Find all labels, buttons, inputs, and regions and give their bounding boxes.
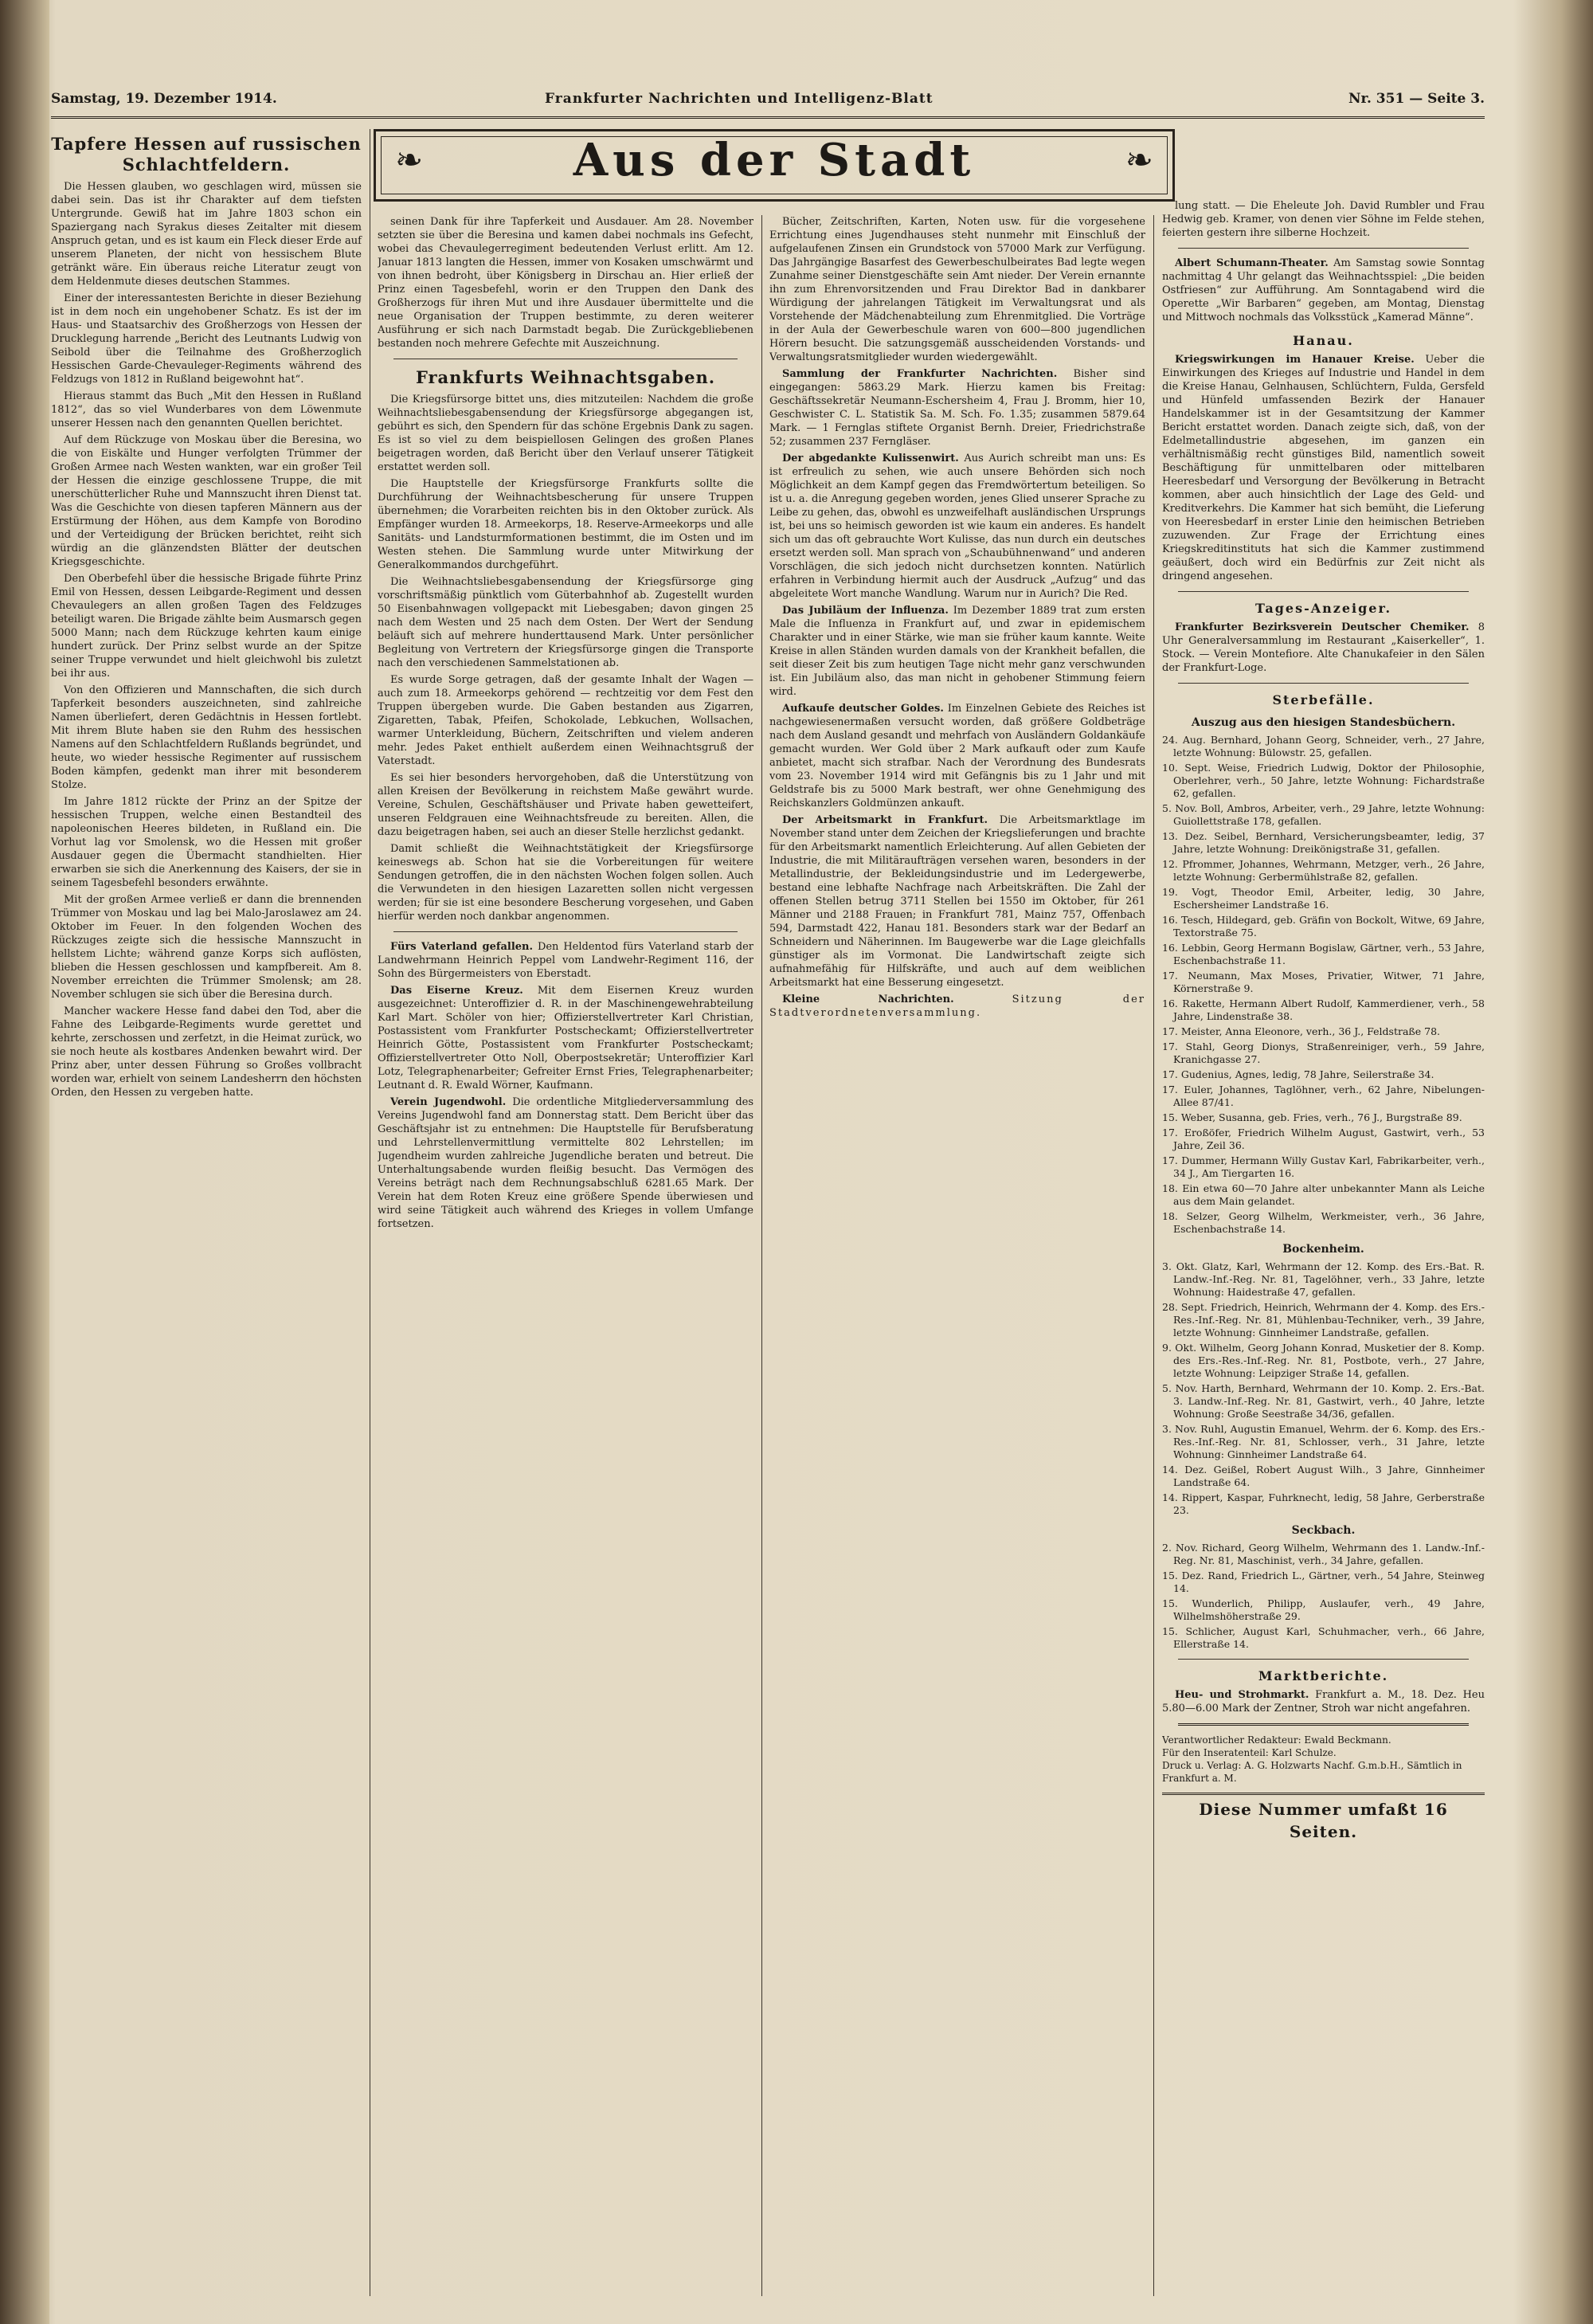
notice-lead: Der Arbeitsmarkt in Frankfurt. (782, 814, 988, 826)
divider (393, 931, 738, 932)
article-paragraph: Damit schließt die Weihnachtstätigkeit der Kriegsfürsorge keineswegs ab. Schon hat sie die Vorbereitungen für weitere Sendungen getroffen, die in den nächsten Wochen folgen sollen. Auch die Verwundeten in den hiesigen Lazaretten sollen nicht vergessen werden; für sie ist eine besondere Bescherung vorgesehen, und Gaben hierfür werden noch dankbar angenommen. (378, 843, 753, 923)
list-item: 16. Tesch, Hildegard, geb. Gräfin von Bockolt, Witwe, 69 Jahre, Textorstraße 75. (1162, 914, 1485, 939)
list-item: 5. Nov. Harth, Bernhard, Wehrmann der 10. Komp. 2. Ers.-Bat. 3. Landw.-Inf.-Reg. Nr. 81, Gastwirt, verh., 40 Jahre, letzte Wohnung: Große Seestraße 34/36, gefallen. (1162, 1382, 1485, 1420)
page-count-note: Diese Nummer umfaßt 16 Seiten. (1162, 1793, 1485, 1843)
list-item: 24. Aug. Bernhard, Johann Georg, Schneider, verh., 27 Jahre, letzte Wohnung: Bülowstr. 25, gefallen. (1162, 734, 1485, 758)
newspaper-page (51, 88, 1485, 2302)
imprint (1162, 1734, 1485, 1785)
notice-paragraph (769, 702, 1145, 810)
imprint-line: Für den Inseratenteil: Karl Schulze. (1162, 1747, 1337, 1758)
notice-text: Sitzung der Stadtverordnetenversammlung. (769, 993, 1145, 1019)
notice-paragraph (378, 1095, 753, 1231)
notice-lead: Sammlung der Frankfurter Nachrichten. (782, 368, 1058, 380)
imprint-line: Verantwortlicher Redakteur: Ewald Beckmann. (1162, 1734, 1391, 1746)
imprint-line: Druck u. Verlag: A. G. Holzwarts Nachf. G.m.b.H., Sämtlich in Frankfurt a. M. (1162, 1760, 1462, 1784)
article-paragraph: Hieraus stammt das Buch „Mit den Hessen in Rußland 1812“, das so viel Wunderbares von dem Löwenmute unserer Hessen nach den genannten Quellen berichtet. (51, 390, 362, 429)
divider (1178, 1723, 1469, 1726)
list-item: 14. Rippert, Kaspar, Fuhrknecht, ledig, 58 Jahre, Gerberstraße 23. (1162, 1491, 1485, 1516)
notice-text: Frankfurt a. M., 18. Dez. Heu 5.80—6.00 Mark der Zentner, Stroh war nicht angefahren. (1162, 1689, 1485, 1715)
issue-number: Nr. 351 — Seite 3. (1348, 91, 1485, 107)
notice-text: Ueber die Einwirkungen des Krieges auf Industrie und Handel in dem die Kreise Hanau, Gelnhausen, Schlüchtern, Fulda, Gersfeld und Hünfeld umfassenden Bezirk der Hanauer Handelskammer ist in der Gesamtsitzung der Kammer Bericht erstattet worden. Danach zeigte sich, daß, von der Edelmetallindustrie abgesehen, im ganzen ein verhältnismäßig recht günstiges Bild, namentlich soweit Beschäftigung für unmittelbaren oder mittelbaren Heeresbedarf und Versorgung der Bevölkerung in Betracht kommen, aber auch hinsichtlich der Lage des Geld- und Kreditverkehrs. Die Kammer hat sich bemüht, die Lieferung von Heeresbedarf in erster Linie den heimischen Betrieben zuzuwenden. Zur Frage der Errichtung eines Kriegskreditinstituts hat sich die Kammer zustimmend geäußert, doch wird ein Bedürfnis zur Zeit nicht als dringend angesehen. (1162, 354, 1485, 582)
notice-text: Im Dezember 1889 trat zum ersten Male die Influenza in Frankfurt auf, und zwar in epidemischem Charakter und in einer Stärke, wie man sie früher kaum kannte. Weite Kreise in allen Ständen wurden damals von der Krankheit befallen, die seit dieser Zeit bis zum heutigen Tage nicht mehr ganz verschwunden ist. Ein Jubiläum also, das man nicht in gehobener Stimmung feiern wird. (769, 605, 1145, 698)
article-paragraph: Mit der großen Armee verließ er dann die brennenden Trümmer von Moskau und lag bei Malo-Jaroslawez am 24. Oktober im Feuer. In den folgenden Wochen des Rückzuges zeigte sich die hessische Mannszucht in hellstem Lichte; während ganze Korps sich auflösten, blieben die Hessen geschlossen und kampfbereit. Am 8. November erreichten die Trümmer Smolensk; am 28. November schlugen sie sich über die Beresina durch. (51, 894, 362, 1001)
article-paragraph: Einer der interessantesten Berichte in dieser Beziehung ist in dem noch ein ungehobener Schatz. Es ist der im Haus- und Staatsarchiv des Großherzogs von Hessen der Drucklegung harrende „Bericht des Leutnants Ludwig von Seibold über die Teilnahme des Großherzoglich Hessischen Garde-Chevauleger-Regiments während des Feldzugs von 1812 in Rußland beigewohnt hat“. (51, 292, 362, 386)
list-item: 9. Okt. Wilhelm, Georg Johann Konrad, Musketier der 8. Komp. des Ers.-Res.-Inf.-Reg. Nr. 81, Postbote, verh., 27 Jahre, letzte Wohnung: Leipziger Straße 14, gefallen. (1162, 1342, 1485, 1379)
notice-paragraph (1162, 1688, 1485, 1715)
notice-lead: Aufkaufe deutscher Goldes. (782, 703, 944, 715)
list-item: 17. Euler, Johannes, Taglöhner, verh., 62 Jahre, Nibelungen-Allee 87/41. (1162, 1084, 1485, 1108)
divider (1178, 1659, 1469, 1660)
article-paragraph: lung statt. — Die Eheleute Joh. David Rumbler und Frau Hedwig geb. Kramer, von denen vier Söhne im Felde stehen, feierten gestern ihre silberne Hochzeit. (1162, 200, 1485, 239)
notice-text: Die Arbeitsmarktlage im November stand unter dem Zeichen der Kriegslieferungen und brachte für den Arbeitsmarkt namentlich Erleichterung. Auf allen Gebieten der Industrie, die mit Militäraufträgen versehen waren, besonders in der Metallindustrie, der Bekleidungsindustrie und im Ledergewerbe, bestand eine lebhafte Nachfrage nach Arbeitskräften. Die Zahl der offenen Stellen betrug 3711 Stellen bei 1550 im Oktober, für 261 Männer und 2188 Frauen; in Frankfurt 781, Mainz 757, Offenbach 594, Darmstadt 422, Hanau 181. Besonders stark war der Bedarf an Schneidern und Näherinnen. Im Baugewerbe war die Lage gleichfalls günstiger als im Vormonat. Die Landwirtschaft zeigte sich aufnahmefähig für Hilfskräfte, und auch auf dem weiblichen Arbeitsmarkt hat eine Besserung eingesetzt. (769, 814, 1146, 989)
notice-text: Im Einzelnen Gebiete des Reiches ist nachgewiesenermaßen versucht worden, daß größere Goldbeträge nach dem Ausland gesandt und mehrfach von Ausländern Goldankäufe gemacht wurden. Wer Gold über 2 Mark aufkauft oder zum Kaufe anbietet, macht sich strafbar. Nach der Verordnung des Bundesrats vom 23. November 1914 wird mit Gefängnis bis zu 1 Jahr und mit Geldstrafe bis zu 5000 Mark bestraft, wer ohne Genehmigung des Reichskanzlers Goldmünzen ankauft. (769, 703, 1145, 809)
newspaper-name: Frankfurter Nachrichten und Intelligenz-Blatt (545, 91, 933, 107)
divider (1178, 683, 1469, 684)
notice-paragraph (769, 367, 1145, 449)
list-item: 19. Vogt, Theodor Emil, Arbeiter, ledig, 30 Jahre, Eschersheimer Landstraße 16. (1162, 886, 1485, 911)
notice-paragraph (378, 940, 753, 981)
notice-lead: Frankfurter Bezirksverein Deutscher Chemiker. (1175, 621, 1470, 633)
subheading-bockenheim: Bockenheim. (1282, 1243, 1364, 1256)
list-item: 17. Dummer, Hermann Willy Gustav Karl, Fabrikarbeiter, verh., 34 J., Am Tiergarten 16. (1162, 1154, 1485, 1179)
notice-lead: Heu- und Strohmarkt. (1175, 1689, 1309, 1701)
list-item: 16. Lebbin, Georg Hermann Bogislaw, Gärtner, verh., 53 Jahre, Eschenbachstraße 11. (1162, 942, 1485, 966)
list-item: 16. Rakette, Hermann Albert Rudolf, Kammerdiener, verh., 58 Jahre, Lindenstraße 38. (1162, 997, 1485, 1022)
list-item: 3. Nov. Ruhl, Augustin Emanuel, Wehrm. der 6. Komp. des Ers.-Res.-Inf.-Reg. Nr. 81, Schlosser, verh., 31 Jahre, letzte Wohnung: Ginnheimer Landstraße 64. (1162, 1423, 1485, 1460)
column-3 (769, 215, 1154, 2296)
list-item: 2. Nov. Richard, Georg Wilhelm, Wehrmann des 1. Landw.-Inf.-Reg. Nr. 81, Maschinist, verh., 34 Jahre, gefallen. (1162, 1542, 1485, 1566)
notice-lead: Verein Jugendwohl. (390, 1096, 507, 1108)
list-item: 17. Stahl, Georg Dionys, Straßenreiniger, verh., 59 Jahre, Kranichgasse 27. (1162, 1041, 1485, 1065)
article-paragraph: Bücher, Zeitschriften, Karten, Noten usw. für die vorgesehene Errichtung eines Jugendhauses steht nunmehr mit Einschluß der aufgelaufenen Zinsen ein Grundstock von 57000 Mark zur Verfügung. Das Jahrgängige Basarfest des Gewerbeschulbeirates Bad legte wegen Zunahme seiner Dienstgeschäfte sein Amt nieder. Der Verein ernannte ihn zum Ehrenvorsitzenden und Frau Direktor Bad in dankbarer Würdigung der jahrelangen Tätigkeit im Verwaltungsrat und als Vorstehende der Mädchenabteilung zum Ehrenmitglied. Die Vorträge in der Aula der Gewerbeschule waren von 600—800 jugendlichen Hörern besucht. Die satzungsgemäß ausscheidenden Vorstands- und Verwaltungsratsmitglieder wurden wiedergewählt. (769, 216, 1145, 363)
notice-lead: Das Eiserne Kreuz. (390, 985, 523, 997)
article-heading: Tapfere Hessen auf russischen Schlachtfeldern. (51, 134, 362, 174)
column-4 (1162, 199, 1485, 2296)
book-binding-gutter (0, 0, 49, 2324)
article-paragraph: seinen Dank für ihre Tapferkeit und Ausdauer. Am 28. November setzten sie über die Beresina und kamen dabei nochmals ins Gefecht, wobei das Chevaulegerregiment bedeutenden Verlust erlitt. Am 12. Januar 1813 langten die Hessen, immer von Kosaken umschwärmt und von ihnen bedroht, über Königsberg in Dirschau an. Hier erließ der Prinz einen Tagesbefehl, worin er den Truppen den Dank des Großherzogs für ihren Mut und ihre Ausdauer übermittelte und die neue Organisation der Truppen bestimmte, zu deren weiterer Ausführung er sich nach Darmstadt begab. Die Zurückgebliebenen bestanden noch mehrere Gefechte mit Auszeichnung. (378, 216, 753, 350)
article-paragraph: Den Oberbefehl über die hessische Brigade führte Prinz Emil von Hessen, dessen Leibgarde-Regiment und dessen Chevaulegers an allen großen Tagen des Feldzuges beteiligt waren. Die Brigade zählte beim Ausmarsch gegen 5000 Mann; nach dem Rückzuge kehrten kaum einige hundert zurück. Der Prinz selbst wurde an der Spitze seiner Truppe verwundet und hielt gleichwohl bis zuletzt bei ihr aus. (51, 573, 362, 680)
article-paragraph: Die Hessen glauben, wo geschlagen wird, müssen sie dabei sein. Das ist ihr Charakter auf dem tiefsten Untergrunde. Gewiß hat im Jahre 1803 schon ein Spaziergang nach Syrakus dieses Zeitalter mit diesem Anspruch getan, und es ist kaum ein Fleck dieser Erde auf unserem Planeten, der nicht von hessischem Blute getränkt wäre. Ein überaus reiche Literatur zeugt von dem Heldenmute dieses deutschen Stammes. (51, 181, 362, 288)
notice-paragraph (769, 452, 1145, 601)
list-item: 15. Dez. Rand, Friedrich L., Gärtner, verh., 54 Jahre, Steinweg 14. (1162, 1570, 1485, 1594)
notice-text: Den Heldentod fürs Vaterland starb der Landwehrmann Heinrich Peppel vom Landwehr-Regiment 116, der Sohn des Bürgermeisters von Eberstadt. (378, 941, 753, 980)
notice-lead: Fürs Vaterland gefallen. (390, 941, 534, 953)
issue-date: Samstag, 19. Dezember 1914. (51, 91, 277, 107)
notice-paragraph (1162, 257, 1485, 324)
ornament-left-icon: ❧ (395, 140, 424, 179)
section-heading-sterbefaelle: Sterbefälle. (1272, 692, 1375, 707)
notice-lead: Das Jubiläum der Influenza. (782, 605, 949, 617)
notice-lead: Kriegswirkungen im Hanauer Kreise. (1175, 354, 1415, 366)
list-item: 17. Eroßöfer, Friedrich Wilhelm August, Gastwirt, verh., 53 Jahre, Zeil 36. (1162, 1127, 1485, 1151)
list-item: 17. Neumann, Max Moses, Privatier, Witwer, 71 Jahre, Körnerstraße 9. (1162, 970, 1485, 994)
notice-text: Mit dem Eisernen Kreuz wurden ausgezeichnet: Unteroffizier d. R. in der Maschinengewehrabteilung Karl Mart. Schöler von hier; Offizierstellvertreter Karl Christian, Postassistent vom Frankfurter Postscheckamt; Offizierstellvertreter Heinrich Götte, Postassistent vom Frankfurter Postscheckamt; Offizierstellvertreter Otto Noll, Oberpostsekretär; Unteroffizier Karl Lotz, Telegraphenarbeiter; Gefreiter Ernst Fries, Telegraphenarbeiter; Leutnant d. R. Ewald Wörner, Kaufmann. (378, 985, 753, 1091)
notice-lead: Kleine Nachrichten. (782, 993, 954, 1005)
list-item: 10. Sept. Weise, Friedrich Ludwig, Doktor der Philosophie, Oberlehrer, verh., 50 Jahre, letzte Wohnung: Fichardstraße 62, gefallen. (1162, 762, 1485, 799)
article-paragraph: Von den Offizieren und Mannschaften, die sich durch Tapferkeit besonders auszeichneten, sind zahlreiche Namen überliefert, deren Gedächtnis in Hessen fortlebt. Mit ihrem Blute haben sie den Ruhm des hessischen Namens auf den Schlachtfeldern Rußlands begründet, und heute, wo wieder hessische Regimenter auf russischem Boden kämpfen, gedenkt man ihrer mit besonderem Stolze. (51, 684, 362, 791)
list-item: 15. Wunderlich, Philipp, Auslaufer, verh., 49 Jahre, Wilhelmshöherstraße 29. (1162, 1597, 1485, 1622)
section-heading-marktberichte: Marktberichte. (1258, 1668, 1389, 1683)
article-paragraph: Die Weihnachtsliebesgabensendung der Kriegsfürsorge ging vorschriftsmäßig pünktlich vom Güterbahnhof ab. Zugestellt wurden 50 Eisenbahnwagen vollgepackt mit Liebesgaben; davon gingen 25 nach dem Westen und 25 nach dem Osten. Der Wert der Sendung beläuft sich auf mehrere hunderttausend Mark. Unter persönlicher Begleitung von Vertretern der Kriegsfürsorge gingen die Transporte nach den verschiedenen Sammelstationen ab. (378, 576, 753, 669)
article-paragraph: Auf dem Rückzuge von Moskau über die Beresina, wo die von Eiskälte und Hunger verfolgten Trümmer der Großen Armee nach Westen wankten, war ein großer Teil der Hessen die einzige geschlossene Truppe, die mit unerschütterlicher Ruhe und Mannszucht ihren Dienst tat. Was die Geschichte von diesen tapferen Männern aus der Erstürmung der Höhen, aus dem Kampfe von Borodino und der Verteidigung der Brücken berichtet, reiht sich würdig an die glänzendsten Blätter der deutschen Kriegsgeschichte. (51, 434, 362, 568)
notice-text: Bisher sind eingegangen: 5863.29 Mark. Hierzu kamen bis Freitag: Geschäftssekretär Neumann-Eschersheim 4, Frau J. Bromm, hier 10, Geschwister C. L. Statistik Sa. M. Sch. Fo. 1.35; zusammen 5879.64 Mark. — 1 Fernglas stiftete Organist Bernh. Dreier, Friedrichstraße 52; zusammen 237 Ferngläser. (769, 368, 1145, 448)
notice-text: Am Samstag sowie Sonntag nachmittag 4 Uhr gelangt das Weihnachtsspiel: „Die beiden Ostfriesen“ zur Aufführung. Am Sonntagabend wird die Operette „Wir Barbaren“ gegeben, am Montag, Dienstag und Mittwoch nochmals das Volksstück „Kamerad Männe“. (1162, 257, 1485, 323)
notice-text: 8 Uhr Generalversammlung im Restaurant „Kaiserkeller“, 1. Stock. — Verein Montefiore. Alte Chanukafeier in den Sälen der Frankfurt-Loge. (1162, 621, 1485, 674)
list-item: 17. Meister, Anna Eleonore, verh., 36 J., Feldstraße 78. (1162, 1025, 1441, 1037)
notice-text: Die ordentliche Mitgliederversammlung des Vereins Jugendwohl fand am Donnerstag statt. Dem Bericht über das Geschäftsjahr ist zu entnehmen: Die Hauptstelle für Berufsberatung und Lehrstellenvermittlung vermittelte 802 Lehrstellen; im Jugendheim wurden zahlreiche Jugendliche beraten und betreut. Die Unterhaltungsabende wurden fleißig besucht. Das Vermögen des Vereins beträgt nach dem Rechnungsabschluß 6281.65 Mark. Der Verein hat dem Roten Kreuz eine größere Spende überwiesen und wird seine Tätigkeit auch während des Krieges in vollem Umfange fortsetzen. (378, 1096, 753, 1230)
notice-paragraph (378, 984, 753, 1092)
notice-text: Aus Aurich schreibt man uns: Es ist erfreulich zu sehen, wie auch unsere Behörden sich noch Möglichkeit an dem Kampf gegen das Fremdwörtertum beteiligen. So ist u. a. die Anregung gegeben worden, jenes Glied unserer Sprache zu Leibe zu gehen, das, obwohl es unzweifelhaft ausländischen Ursprungs ist, bei uns so heimisch geworden ist wie kaum ein anderes. Es handelt sich um das oft gebrauchte Wort Kulisse, das nun durch ein deutsches ersetzt werden soll. Man sprach von „Schaubühnenwand“ und anderen Vorschlägen, die sich jedoch nicht durchsetzen konnten. Natürlich erfahren in Verbindung hiermit auch der Ausdruck „Aufzug“ und das abgeleitete Wort manche Wandlung. Warum nur in Aurich? Die Red. (769, 453, 1146, 600)
list-item: 28. Sept. Friedrich, Heinrich, Wehrmann der 4. Komp. des Ers.-Res.-Inf.-Reg. Nr. 81, Mühlenbau-Techniker, verh., 39 Jahre, letzte Wohnung: Ginnheimer Landstraße, gefallen. (1162, 1301, 1485, 1338)
ornament-right-icon: ❧ (1125, 140, 1153, 179)
page-header (51, 88, 1485, 119)
list-item: 5. Nov. Boll, Ambros, Arbeiter, verh., 29 Jahre, letzte Wohnung: Guiollettstraße 178, gefallen. (1162, 802, 1485, 827)
article-paragraph: Die Kriegsfürsorge bittet uns, dies mitzuteilen: Nachdem die große Weihnachtsliebesgabensendung der Kriegsfürsorge abgegangen ist, gebührt es sich, den Spendern für das schöne Ergebnis Dank zu sagen. Es ist so viel zu dem beispiellosen Gelingen des großen Planes beigetragen worden, daß Bericht über den Verlauf unserer Tätigkeit erstattet werden soll. (378, 394, 753, 473)
section-title: Aus der Stadt (573, 134, 976, 186)
article-paragraph: Es sei hier besonders hervorgehoben, daß die Unterstützung von allen Kreisen der Bevölkerung in reichstem Maße gewährt wurde. Vereine, Schulen, Geschäftshäuser und Private haben gewetteifert, unseren Feldgrauen eine Weihnachtsfreude zu bereiten. Allen, die dazu beigetragen haben, sei auch an dieser Stelle herzlichst gedankt. (378, 772, 753, 838)
article-paragraph: Mancher wackere Hesse fand dabei den Tod, aber die Fahne des Leibgarde-Regiments wurde gerettet und kehrte, zerschossen und zerfetzt, in die Heimat zurück, wo sie noch heute als kostbares Andenken bewahrt wird. Der Prinz aber, unter dessen Führung so Großes vollbracht worden war, erhielt von seinem Landesherrn den höchsten Orden, den Hessen zu vergeben hatte. (51, 1005, 362, 1099)
list-item: 14. Dez. Geißel, Robert August Wilh., 3 Jahre, Ginnheimer Landstraße 64. (1162, 1464, 1485, 1488)
article-heading: Frankfurts Weihnachtsgaben. (415, 367, 716, 387)
column-2 (378, 215, 762, 2296)
divider (1178, 591, 1469, 592)
list-item: 17. Gudenius, Agnes, ledig, 78 Jahre, Seilerstraße 34. (1162, 1068, 1434, 1080)
divider (1178, 248, 1469, 249)
column-1 (51, 129, 370, 2296)
article-paragraph: Im Jahre 1812 rückte der Prinz an der Spitze der hessischen Truppen, welche einen Bestandteil des napoleonischen Heeres bildeten, in Rußland ein. Die Vorhut lag vor Smolensk, wo die Hessen mit großer Ausdauer gegen die Übermacht standhielten. Hier erwarben sie sich die Anerkennung des Kaisers, der sie in seinem Tagesbefehl besonders erwähnte. (51, 796, 362, 889)
section-heading-tages-anzeiger: Tages-Anzeiger. (1254, 601, 1392, 616)
article-paragraph: Es wurde Sorge getragen, daß der gesamte Inhalt der Wagen — auch zum 18. Armeekorps gehörend — rechtzeitig vor dem Fest den Truppen übergeben wurde. Die Gaben bestanden aus Zigarren, Zigaretten, Tabak, Pfeifen, Schokolade, Lebkuchen, Wollsachen, warmer Unterkleidung, Büchern, Zeitschriften und vielem anderen mehr. Jedes Paket enthielt außerdem einen Weihnachtsgruß der Vaterstadt. (378, 674, 753, 767)
death-notice-list (1162, 1542, 1485, 1651)
list-item: 13. Dez. Seibel, Bernhard, Versicherungsbeamter, ledig, 37 Jahre, letzte Wohnung: Dreikönigstraße 31, gefallen. (1162, 830, 1485, 855)
notice-lead: Der abgedankte Kulissenwirt. (782, 453, 959, 464)
subheading-seckbach: Seckbach. (1291, 1524, 1356, 1537)
notice-paragraph (769, 813, 1145, 990)
subheading: Auszug aus den hiesigen Standesbüchern. (1191, 716, 1456, 729)
notice-lead: Albert Schumann-Theater. (1175, 257, 1329, 269)
list-item: 18. Ein etwa 60—70 Jahre alter unbekannter Mann als Leiche aus dem Main gelandet. (1162, 1182, 1485, 1207)
death-notice-list (1162, 1260, 1485, 1517)
notice-paragraph (1162, 353, 1485, 583)
notice-paragraph (769, 993, 1145, 1020)
section-heading-hanau: Hanau. (1293, 333, 1354, 348)
notice-paragraph (769, 604, 1145, 699)
death-notice-list (1162, 734, 1485, 1236)
section-masthead (374, 129, 1175, 202)
list-item: 3. Okt. Glatz, Karl, Wehrmann der 12. Komp. des Ers.-Bat. R. Landw.-Inf.-Reg. Nr. 81, Tagelöhner, verh., 33 Jahre, letzte Wohnung: Haidestraße 47, gefallen. (1162, 1260, 1485, 1298)
list-item: 18. Selzer, Georg Wilhelm, Werkmeister, verh., 36 Jahre, Eschenbachstraße 14. (1162, 1210, 1485, 1235)
list-item: 15. Schlicher, August Karl, Schuhmacher, verh., 66 Jahre, Ellerstraße 14. (1162, 1625, 1485, 1650)
list-item: 15. Weber, Susanna, geb. Fries, verh., 76 J., Burgstraße 89. (1162, 1111, 1462, 1123)
list-item: 12. Pfrommer, Johannes, Wehrmann, Metzger, verh., 26 Jahre, letzte Wohnung: Gerbermühlstraße 82, gefallen. (1162, 858, 1485, 883)
article-paragraph: Die Hauptstelle der Kriegsfürsorge Frankfurts sollte die Durchführung der Weihnachtsbescherung für unsere Truppen übernehmen; die Vorarbeiten reichten bis in den Oktober zurück. Als Empfänger wurden 18. Armeekorps, 18. Reserve-Armeekorps und alle Sanitäts- und Landsturmformationen bestimmt, die im Osten und im Westen stehen. Die Sammlung wurde unter Mitwirkung der Generalkommandos durchgeführt. (378, 478, 753, 571)
notice-paragraph (1162, 621, 1485, 675)
